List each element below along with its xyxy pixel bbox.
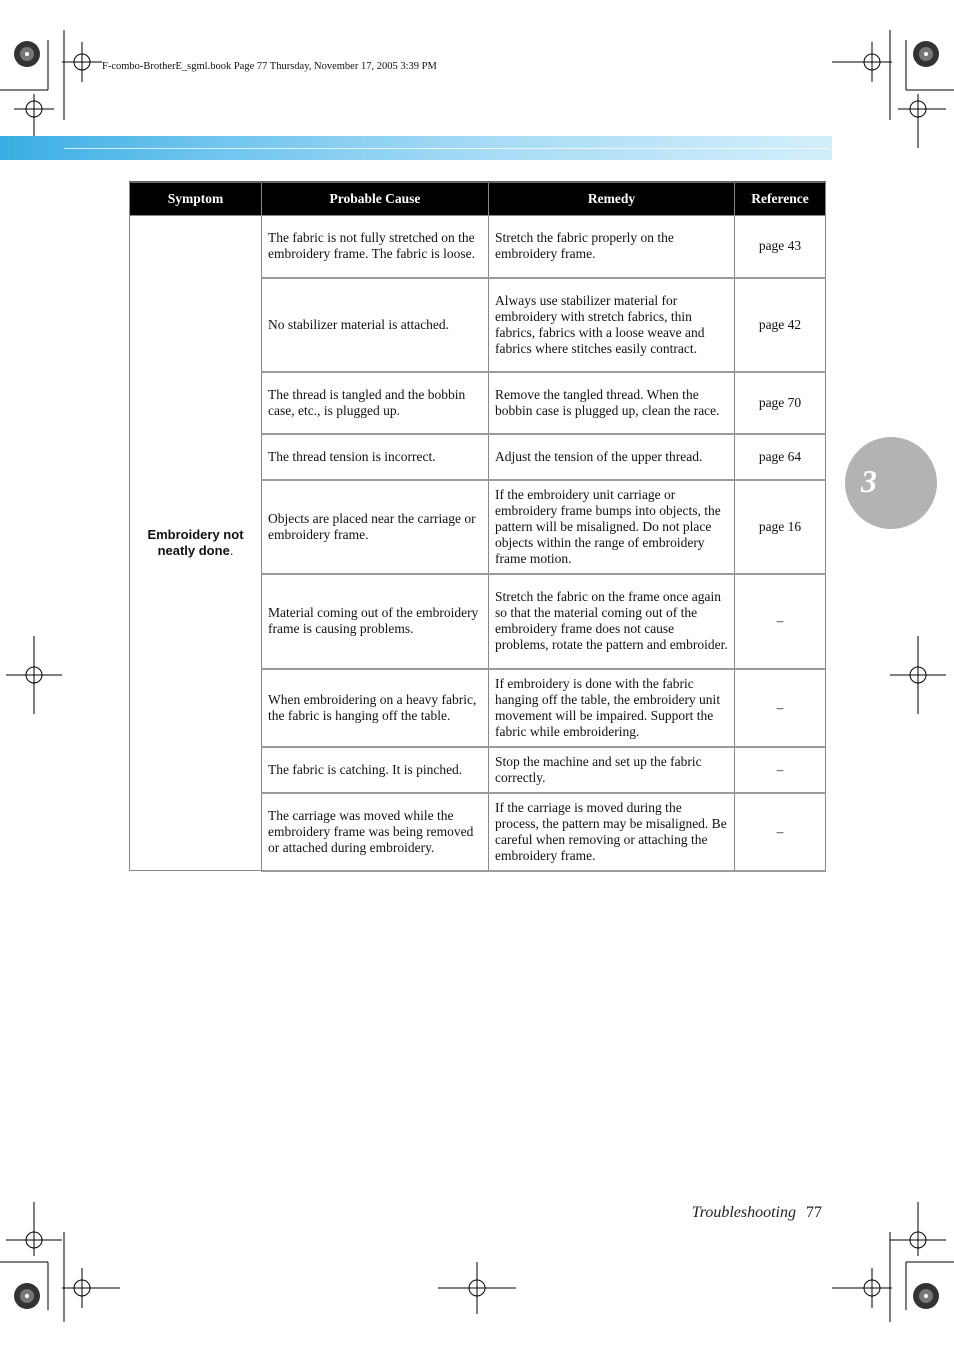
remedy-cell: Stretch the fabric on the frame once again so that the material coming out of the embroidery frame does not cause problems, rotate the pattern and embroider. (489, 574, 735, 669)
cause-cell: The thread is tangled and the bobbin case, etc., is plugged up. (262, 372, 489, 434)
remedy-cell: Adjust the tension of the upper thread. (489, 434, 735, 480)
header-reference: Reference (735, 182, 826, 216)
cause-cell: The carriage was moved while the embroidery frame was being removed or attached during embroidery. (262, 793, 489, 871)
cause-cell: When embroidering on a heavy fabric, the fabric is hanging off the table. (262, 669, 489, 747)
reference-cell: – (735, 747, 826, 793)
page-footer (692, 1204, 822, 1222)
cause-cell: The thread tension is incorrect. (262, 434, 489, 480)
remedy-cell: Stretch the fabric properly on the embroidery frame. (489, 216, 735, 278)
cause-cell: The fabric is not fully stretched on the embroidery frame. The fabric is loose. (262, 216, 489, 278)
chapter-tab (845, 437, 937, 529)
page-number: 77 (806, 1204, 822, 1221)
header-symptom: Symptom (130, 182, 262, 216)
reference-cell: page 43 (735, 216, 826, 278)
reference-cell: – (735, 574, 826, 669)
remedy-cell: If embroidery is done with the fabric hanging off the table, the embroidery unit movement will be impaired. Support the fabric while embroidering. (489, 669, 735, 747)
reference-cell: page 70 (735, 372, 826, 434)
banner-rule (64, 148, 830, 149)
reference-cell: page 42 (735, 278, 826, 372)
print-header: F-combo-BrotherE_sgml.book Page 77 Thursday, November 17, 2005 3:39 PM (102, 61, 437, 72)
header-probable-cause: Probable Cause (262, 182, 489, 216)
header-remedy: Remedy (489, 182, 735, 216)
cause-cell: Material coming out of the embroidery frame is causing problems. (262, 574, 489, 669)
remedy-cell: Always use stabilizer material for embroidery with stretch fabrics, thin fabrics, fabrics with a loose weave and fabrics where stitches easily contract. (489, 278, 735, 372)
cause-cell: The fabric is catching. It is pinched. (262, 747, 489, 793)
remedy-cell: If the carriage is moved during the process, the pattern may be misaligned. Be careful when removing or attaching the embroidery frame. (489, 793, 735, 871)
table-header-row (130, 182, 826, 216)
troubleshooting-table (129, 181, 826, 872)
chapter-number: 3 (861, 463, 877, 499)
symptom-text: Embroidery not neatly done (147, 527, 244, 558)
reference-cell: – (735, 793, 826, 871)
reference-cell: page 64 (735, 434, 826, 480)
table-row (130, 216, 826, 278)
symptom-period: . (229, 543, 234, 558)
remedy-cell: Stop the machine and set up the fabric correctly. (489, 747, 735, 793)
cause-cell: No stabilizer material is attached. (262, 278, 489, 372)
symptom-cell (130, 216, 262, 871)
reference-cell: – (735, 669, 826, 747)
cause-cell: Objects are placed near the carriage or embroidery frame. (262, 480, 489, 574)
reference-cell: page 16 (735, 480, 826, 574)
remedy-cell: If the embroidery unit carriage or embroidery frame bumps into objects, the pattern will be misaligned. Do not place objects within the range of embroidery frame motion. (489, 480, 735, 574)
remedy-cell: Remove the tangled thread. When the bobbin case is plugged up, clean the race. (489, 372, 735, 434)
footer-section-title: Troubleshooting (691, 1204, 796, 1221)
